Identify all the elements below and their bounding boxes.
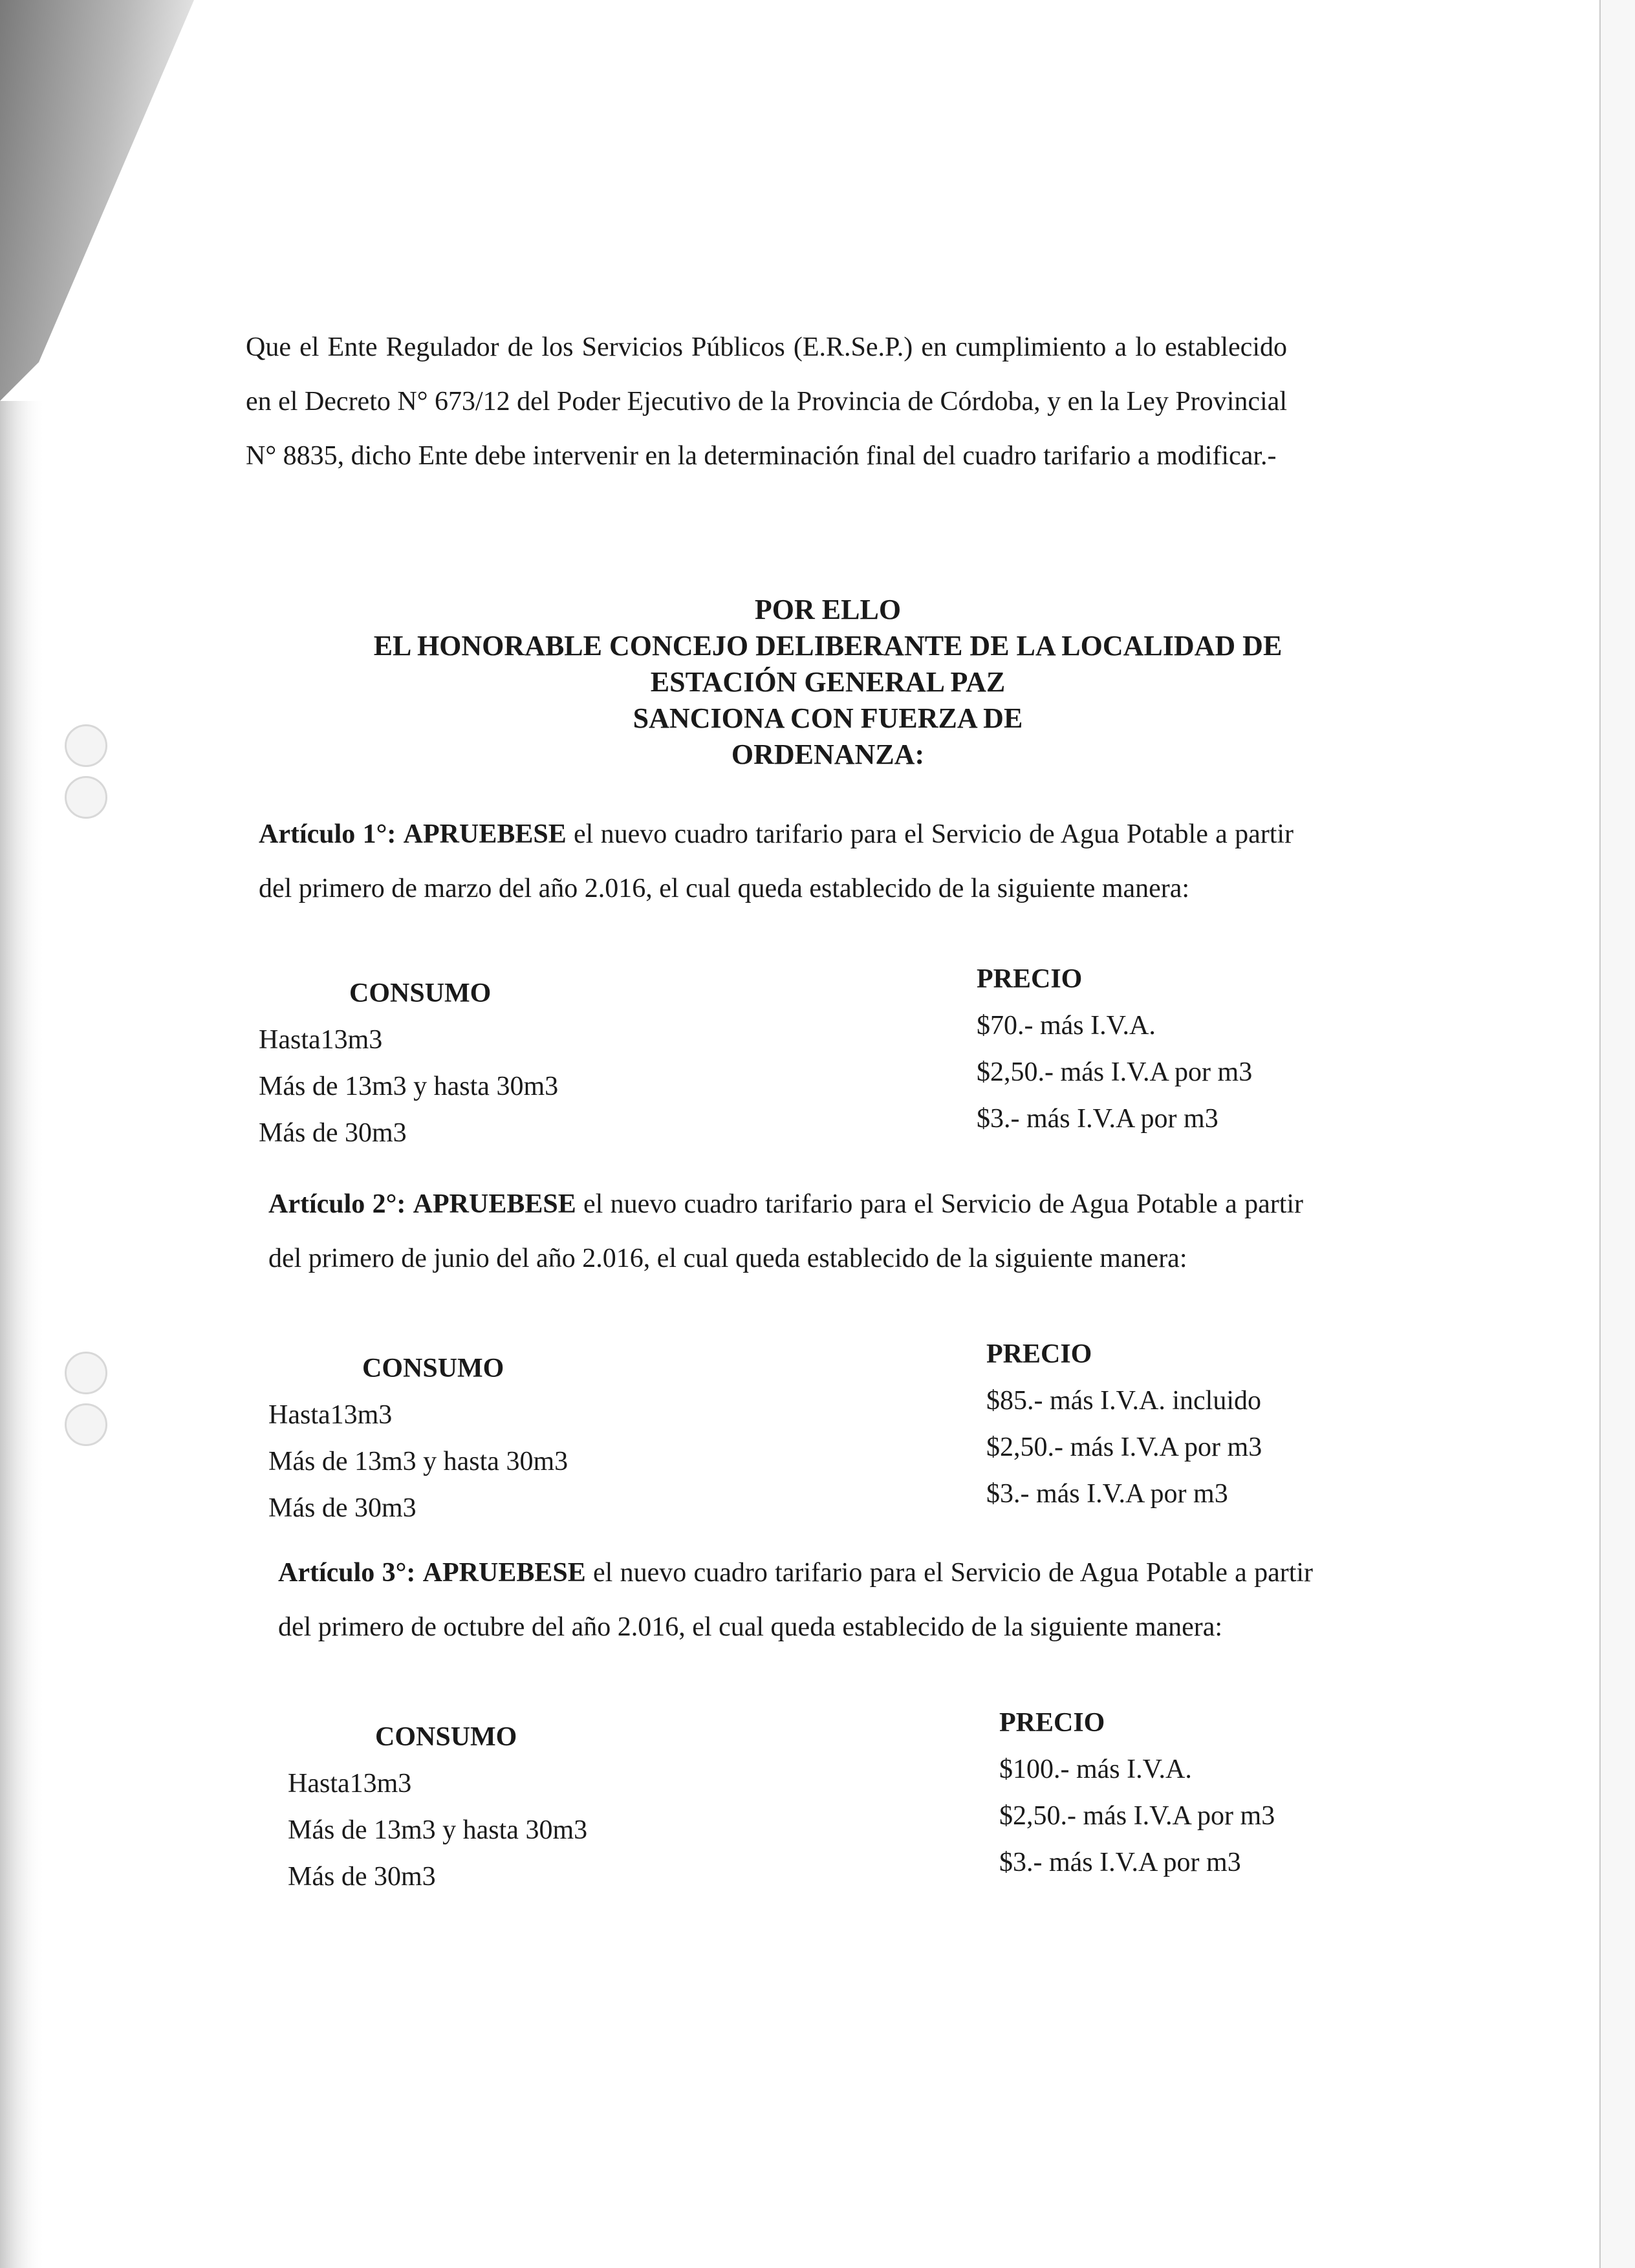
article-1-precio-row-3: $3.- más I.V.A por m3 <box>977 1104 1218 1134</box>
article-3-precio-row-3: $3.- más I.V.A por m3 <box>999 1848 1241 1877</box>
article-1-consumo-row-2: Más de 13m3 y hasta 30m3 <box>259 1072 559 1101</box>
article-3-precio-row-2: $2,50.- más I.V.A por m3 <box>999 1801 1275 1831</box>
heading-council: EL HONORABLE CONCEJO DELIBERANTE DE LA LOCALIDAD DE <box>373 630 1283 662</box>
article-3-body: el nuevo cuadro tarifario para el Servicio de Agua Potable a partir del primero de octubre del año 2.016, el cual queda establecido de la siguiente manera: <box>278 1558 1314 1642</box>
article-2-precio-row-2: $2,50.- más I.V.A por m3 <box>986 1432 1262 1462</box>
article-2-consumo-row-1: Hasta13m3 <box>268 1400 393 1430</box>
article-1-consumo-row-1: Hasta13m3 <box>259 1025 383 1055</box>
article-1-precio-header: PRECIO <box>977 964 1083 994</box>
article-3-consumo-row-1: Hasta13m3 <box>288 1769 412 1798</box>
article-2-consumo-row-3: Más de 30m3 <box>268 1493 417 1523</box>
article-1-consumo-header: CONSUMO <box>349 978 492 1008</box>
article-3-text <box>278 1546 1313 1654</box>
heading-locality: ESTACIÓN GENERAL PAZ <box>650 666 1006 698</box>
article-3-verb: APRUEBESE <box>422 1558 586 1588</box>
article-2-consumo-header: CONSUMO <box>362 1354 504 1383</box>
article-3-precio-row-1: $100.- más I.V.A. <box>999 1755 1192 1784</box>
article-3-consumo-row-2: Más de 13m3 y hasta 30m3 <box>288 1815 588 1845</box>
heading-por-ello: POR ELLO <box>754 594 902 625</box>
ordinance-heading <box>246 592 1410 773</box>
punch-hole-top <box>65 724 107 767</box>
punch-hole-top-second <box>65 776 107 819</box>
article-2-precio-row-1: $85.- más I.V.A. incluido <box>986 1386 1262 1416</box>
article-2-body: el nuevo cuadro tarifario para el Servicio de Agua Potable a partir del primero de junio del año 2.016, el cual queda establecido de la siguiente manera: <box>268 1189 1304 1273</box>
heading-ordenanza: ORDENANZA: <box>731 739 925 770</box>
article-2-tariff-table <box>268 1339 1303 1565</box>
article-2-text <box>268 1177 1303 1286</box>
punch-hole-bottom <box>65 1352 107 1394</box>
article-3-precio-header: PRECIO <box>999 1708 1105 1738</box>
article-1-precio-row-1: $70.- más I.V.A. <box>977 1011 1156 1041</box>
article-1-text <box>259 807 1294 916</box>
intro-paragraph: Que el Ente Regulador de los Servicios Públicos (E.R.Se.P.) en cumplimiento a lo establecido en el Decreto N° 673/12 del Poder Ejecutivo de la Provincia de Córdoba, y en la Ley Provincial N° 8835, dicho Ente debe intervenir en la determinación final del cuadro tarifario a modificar.- <box>246 332 1287 471</box>
article-1-consumo-row-3: Más de 30m3 <box>259 1118 407 1148</box>
article-1-precio-row-2: $2,50.- más I.V.A por m3 <box>977 1057 1253 1087</box>
article-2-label: Artículo 2°: <box>268 1189 406 1219</box>
article-2-precio-header: PRECIO <box>986 1339 1092 1369</box>
article-1-label: Artículo 1°: <box>259 819 396 849</box>
article-1-body: el nuevo cuadro tarifario para el Servicio de Agua Potable a partir del primero de marzo del año 2.016, el cual queda establecido de la siguiente manera: <box>259 819 1294 903</box>
article-2-consumo-row-2: Más de 13m3 y hasta 30m3 <box>268 1447 568 1476</box>
heading-sanciona: SANCIONA CON FUERZA DE <box>633 702 1023 734</box>
article-3-consumo-row-3: Más de 30m3 <box>288 1862 436 1892</box>
article-3-tariff-table <box>288 1708 1323 1934</box>
punch-hole-bottom-second <box>65 1403 107 1446</box>
article-2-verb: APRUEBESE <box>413 1189 576 1219</box>
article-3-label: Artículo 3°: <box>278 1558 416 1588</box>
article-1-verb: APRUEBESE <box>403 819 567 849</box>
article-2-precio-row-3: $3.- más I.V.A por m3 <box>986 1479 1228 1509</box>
article-3-consumo-header: CONSUMO <box>375 1722 517 1752</box>
article-1-tariff-table <box>259 964 1294 1190</box>
